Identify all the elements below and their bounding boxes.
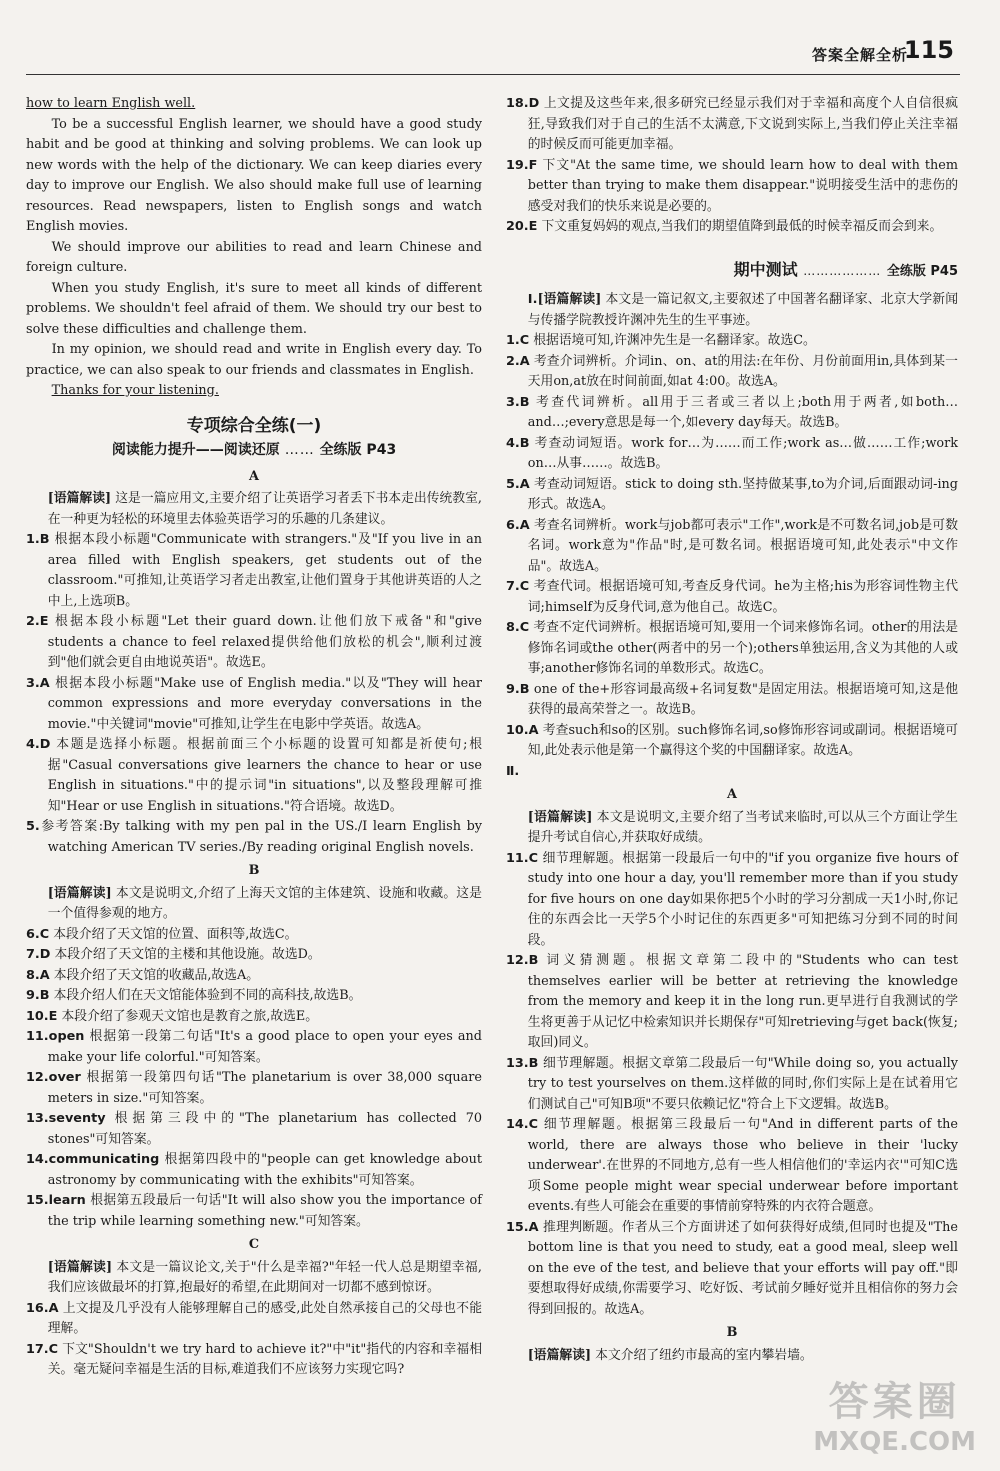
answer-text: 根据第四段中的"people can get knowledge about astronomy by communicating with the exhibits"可知答案。: [47, 1152, 482, 1188]
intro-closing: Thanks for your listening.: [51, 383, 219, 398]
part-label: Ⅰ.: [527, 292, 538, 307]
answer-text: 下文"At the same time, we should learn how to deal with them better than trying to make them disappear."说明接受生活中的悲伤的感受对我们的快乐来说是必要的。: [527, 157, 958, 214]
section-title: 专项综合全练(一): [186, 415, 322, 436]
page-number: 115: [903, 36, 954, 64]
answer-text: 根据本段小标题"Let their guard down.让他们放下戒备"和"give students a chance to feel relaxed提供给他们放松的机会",顺利过渡到"他们就会更自由地说英语"。故选E。: [47, 614, 482, 670]
answer-item: [506, 951, 958, 1054]
answer-number: 18.D: [506, 96, 540, 111]
answer-number: 15.A: [506, 1219, 539, 1235]
intro-tag: [语篇解读]: [537, 292, 602, 307]
answer-text: 本段介绍了天文馆的收藏品,故选A。: [53, 967, 260, 983]
midterm-dots: ………………: [803, 263, 882, 278]
answer-item: [26, 817, 482, 858]
answer-number: 6.C: [26, 926, 50, 942]
answer-number: 12.B: [506, 953, 539, 968]
answer-item: [26, 735, 482, 817]
answer-number: 16.A: [26, 1300, 59, 1316]
answer-item: [26, 945, 482, 966]
answer-item: [26, 986, 482, 1007]
answer-text: 下文"Shouldn't we try hard to achieve it?"中"it"指代的内容和幸福相关。毫无疑问幸福是生活的目标,难道我们不应该努力实现它吗?: [47, 1341, 482, 1377]
answer-item: [506, 1218, 958, 1321]
passage-intro: [506, 1346, 958, 1367]
answer-item: [506, 721, 958, 762]
answer-item: [26, 1068, 482, 1109]
part-letter: A: [249, 468, 259, 484]
answer-number: 11.C: [506, 850, 539, 866]
answer-text: 本段介绍了参观天文馆也是教育之旅,故选E。: [61, 1008, 319, 1024]
section-subtitle: [26, 440, 482, 461]
intro-tag: [语篇解读]: [527, 809, 593, 825]
passage-intro: [26, 489, 482, 530]
answer-item: [26, 1299, 482, 1340]
answer-number: 9.B: [506, 681, 530, 697]
answer-item: [506, 94, 958, 156]
answer-text: 根据本段小标题"Communicate with strangers."及"If you live in an area filled with English speakers, get students out of the classroom."可推知,让英语学习者走出教室,让他们置身于其他讲英语的人之中上,上选项B。: [47, 532, 482, 609]
answer-item: [26, 1027, 482, 1068]
midterm-title-text: 期中测试: [733, 259, 798, 279]
answer-number: 8.C: [506, 620, 530, 635]
passage-intro: [26, 1258, 482, 1299]
answer-item: [506, 618, 958, 680]
answer-number: 10.E: [26, 1008, 58, 1024]
answer-number: 9.B: [26, 988, 50, 1003]
answer-number: 13.B: [506, 1055, 539, 1071]
answer-text: 根据第一段第二句话"It's a good place to open your eyes and make your life colorful."可知答案。: [47, 1029, 482, 1065]
answer-text: 考查动词短语。work for…为……而工作;work as…做……工作;work on…从事……。故选B。: [527, 435, 958, 471]
answer-item: [506, 393, 958, 434]
intro-tag: [语篇解读]: [47, 885, 112, 901]
answer-item: [506, 352, 958, 393]
intro-text: 本文是一篇议论文,关于"什么是幸福?"年轻一代人总是期望幸福,我们应该做最坏的打算,抱最好的希望,在此期间对一切都不感到惊讶。: [47, 1259, 482, 1295]
answer-text: 本段介绍了天文馆的主楼和其他设施。故选D。: [54, 947, 321, 962]
answer-number: 4.B: [506, 435, 530, 451]
part-letter: A: [727, 787, 737, 802]
intro-text: 本文是说明文,主要介绍了当考试来临时,可以从三个方面让学生提升考试自信心,并获取好成绩。: [527, 809, 958, 845]
watermark-logo: 答案圈: [828, 1379, 961, 1425]
answer-item: [506, 475, 958, 516]
watermark-site: MXQE.COM: [813, 1427, 976, 1457]
intro-text: 本文是一篇记叙文,主要叙述了中国著名翻译家、北京大学新闻与传播学院教授许渊冲先生的生平事迹。: [527, 292, 958, 328]
answer-text: 推理判断题。作者从三个方面讲述了如何获得好成绩,但同时也提及"The bottom line is that you need to study, eat a good meal, sleep well on the eve of the test, and believe that your efforts will pay off."即要想取得好成绩,你需要学习、吃好饭、考试前夕睡好觉并且相信你的努力会得到回报的。故选A。: [527, 1219, 958, 1317]
answer-text: 上文提及这些年来,很多研究已经显示我们对于幸福和高度个人自信很疯狂,导致我们对于自己的生活不太满意,下文说到实际上,当我们停止关注幸福的时候反而可能更加幸福。: [527, 96, 958, 152]
midterm-title: [506, 260, 958, 283]
answer-item: [26, 1191, 482, 1232]
answer-number: 7.D: [26, 947, 51, 962]
answer-text: 考查动词短语。stick to doing sth.坚持做某事,to为介词,后面跟动词-ing形式。故选A。: [527, 476, 958, 512]
answer-item: [26, 674, 482, 736]
answer-number: 20.E: [506, 219, 538, 234]
answer-number: 1.B: [26, 532, 50, 547]
header-rule: [26, 74, 960, 75]
part-label-row: [506, 762, 958, 783]
passage-intro: [506, 290, 958, 331]
answer-text: 本段介绍人们在天文馆能体验到不同的高科技,故选B。: [53, 988, 362, 1003]
answer-item: [26, 925, 482, 946]
answer-number: 8.A: [26, 967, 50, 983]
passage-intro: [26, 884, 482, 925]
answer-number: 11.open: [26, 1029, 85, 1044]
answer-number: 14.C: [506, 1117, 539, 1132]
answer-item: [26, 612, 482, 674]
answer-number: 7.C: [506, 579, 530, 594]
answer-item: [506, 434, 958, 475]
answer-item: [506, 1115, 958, 1218]
answer-number: 5.A: [506, 476, 530, 492]
intro-paragraph: We should improve our abilities to read and learn Chinese and foreign culture.: [26, 239, 482, 275]
answer-item: [506, 1054, 958, 1116]
answer-number: 12.over: [26, 1070, 81, 1085]
answer-number: 10.A: [506, 722, 539, 738]
answer-number: 14.communicating: [26, 1152, 160, 1167]
answer-text: 考查such和so的区别。such修饰名词,so修饰形容词或副词。根据语境可知,此处表示他是第一个赢得这个奖的中国翻译家。故选A。: [527, 722, 958, 758]
section-subtitle-text: 阅读能力提升——阅读还原: [111, 442, 280, 458]
answer-text: 根据第一段第四句话"The planetarium is over 38,000 square meters in size."可知答案。: [47, 1070, 482, 1106]
intro-tag: [语篇解读]: [47, 491, 112, 506]
left-column: [26, 94, 482, 1381]
answer-text: 上文提及几乎没有人能够理解自己的感受,此处自然承接自己的父母也不能理解。: [47, 1300, 482, 1336]
intro-paragraph: To be a successful English learner, we should have a good study habit and be good at thinking and solving problems. We can look up new words with the help of the dictionary. We can keep diaries every day to improve our English. We also should make full use of learning resources. Read newspapers, listen to English songs and watch English movies.: [26, 116, 482, 234]
answer-text: 参考答案:By talking with my pen pal in the US./I learn English by watching American TV series./By reading original English novels.: [39, 819, 482, 855]
answer-text: 考查代词辨析。all用于三者或三者以上;both用于两者,如both…and…;every意思是每一个,如every day每天。故选B。: [527, 394, 958, 430]
answer-text: 根据语境可知,许渊冲先生是一名翻译家。故选C。: [533, 333, 816, 348]
answer-text: 本段介绍了天文馆的位置、面积等,故选C。: [53, 926, 298, 942]
answer-text: 考查名词辨析。work与job都可表示"工作",work是不可数名词,job是可数名词。work意为"作品"时,是可数名词。根据语境可知,此处表示"中文作品"。故选A。: [527, 517, 958, 574]
answer-item: [26, 1109, 482, 1150]
intro-first-line: how to learn English well.: [26, 96, 196, 111]
answer-text: 细节理解题。根据第三段最后一句"And in different parts of the world, there are always those who believe in their 'lucky underwear'.在世界的不同地方,总有一些人相信他们的'幸运内衣'"可知C选项Some people might wear special underwear before important events.有些人可能会在重要的事情前穿特殊的内衣符合题意。: [527, 1117, 958, 1214]
answer-number: 1.C: [506, 333, 530, 348]
answer-item: [506, 331, 958, 352]
answer-number: 2.E: [26, 614, 49, 629]
answer-item: [506, 217, 958, 238]
intro-paragraph: In my opinion, we should read and write in English every day. To practice, we can also speak to our friends and classmates in English.: [26, 342, 482, 378]
intro-text: 这是一篇应用文,主要介绍了让英语学习者丢下书本走出传统教室,在一种更为轻松的环境里去体验英语学习的乐趣的几条建议。: [47, 491, 482, 527]
answer-number: 17.C: [26, 1341, 59, 1357]
answer-number: 3.B: [506, 394, 530, 410]
answer-text: 词义猜测题。根据文章第二段中的"Students who can test themselves earlier will be better at retrieving the knowledge from the memory and keep it in the long run.更早进行自我测试的学生将更善于从记忆中检索知识并长期保存"可知retrieving与get back(恢复;取回)同义。: [527, 953, 958, 1050]
section-dots: ……: [284, 442, 315, 458]
part-letter: C: [248, 1237, 260, 1252]
answer-number: 13.seventy: [26, 1111, 106, 1126]
answer-text: 本题是选择小标题。根据前面三个小标题的设置可知都是祈使句;根据"Casual conversations give learners the chance to hear or use English in situations."中的提示词"in situations",以及整段理解可推知"Hear or use English in situations."符合语境。故选D。: [47, 737, 482, 814]
section-version: 全练版 P43: [319, 442, 397, 458]
watermark: [813, 1370, 976, 1457]
answer-number: 3.A: [26, 675, 50, 691]
answer-number: 2.A: [506, 353, 530, 369]
intro-tag: [语篇解读]: [527, 1347, 592, 1363]
answer-text: 考查代词。根据语境可知,考查反身代词。he为主格;his为形容词性物主代词;himself为反身代词,意为他自己。故选C。: [527, 579, 958, 615]
answer-number: 5.: [26, 819, 40, 834]
part-letter: B: [726, 1325, 738, 1340]
passage-intro: [506, 808, 958, 849]
answer-text: one of the+形容词最高级+名词复数"是固定用法。根据语境可知,这是他获得的最高荣誉之一。故选B。: [527, 681, 958, 717]
answer-text: 根据第五段最后一句话"It will also show you the importance of the trip while learning something new."可知答案。: [47, 1193, 482, 1229]
answer-text: 细节理解题。根据第一段最后一句中的"if you organize five hours of study into one hour a day, you'll remember more than if you study for five hours on one day如果你把5个小时的学习分割成一天1小时,你记住的东西会比一天学5个小时记住的东西更多"可知把练习分到不同的时间段。: [527, 850, 958, 948]
intro-text: 本文介绍了纽约市最高的室内攀岩墙。: [595, 1347, 813, 1363]
answer-number: 6.A: [506, 517, 530, 533]
answer-number: 15.learn: [26, 1193, 86, 1208]
answer-text: 下文重复妈妈的观点,当我们的期望值降到最低的时候幸福反而会到来。: [541, 219, 943, 234]
answer-text: 细节理解题。根据文章第二段最后一句"While doing so, you actually try to test yourselves on them.这样做的同时,你们实际上是在试着用它们测试自己"可知B项"不要只依赖记忆"符合上下文逻辑。故选B。: [527, 1055, 958, 1112]
answer-item: [26, 1007, 482, 1028]
answer-item: [26, 1340, 482, 1381]
answer-item: [26, 530, 482, 612]
answer-text: 根据本段小标题"Make use of English media."以及"They will hear common expressions and more everyday conversations in the movie."中关键词"movie"可推知,让学生在电影中学英语。故选A。: [47, 675, 483, 732]
answer-number: 4.D: [26, 737, 51, 752]
answer-item: [506, 577, 958, 618]
answer-item: [26, 1150, 482, 1191]
answer-item: [506, 680, 958, 721]
header-title: 答案全解全析: [811, 46, 908, 64]
answer-number: 19.F: [506, 157, 538, 173]
part-letter: B: [248, 863, 260, 878]
answer-item: [506, 516, 958, 578]
intro-tag: [语篇解读]: [47, 1259, 113, 1275]
part-label: Ⅱ.: [506, 763, 520, 779]
answer-text: 考查不定代词辨析。根据语境可知,要用一个词来修饰名词。other的用法是修饰名词或the other(两者中的另一个);others单独运用,含义为其他的人或事;another修饰名词的单数形式。故选C。: [527, 620, 958, 676]
intro-text: 本文是说明文,介绍了上海天文馆的主体建筑、设施和收藏。这是一个值得参观的地方。: [47, 885, 482, 921]
answer-text: 考查介词辨析。介词in、on、at的用法:在年份、月份前面用in,具体到某一天用on,at放在时间前面,如at 4:00。故选A。: [527, 353, 958, 389]
right-column: [506, 94, 958, 1366]
answer-item: [26, 966, 482, 987]
intro-paragraph: When you study English, it's sure to meet all kinds of different problems. We shouldn't feel afraid of them. We should try our best to solve these difficulties and challenge them.: [26, 280, 482, 337]
answer-text: 根据第三段中的"The planetarium has collected 70 stones"可知答案。: [47, 1111, 482, 1147]
answer-item: [506, 156, 958, 218]
answer-item: [506, 849, 958, 952]
midterm-version: 全练版 P45: [886, 263, 958, 279]
